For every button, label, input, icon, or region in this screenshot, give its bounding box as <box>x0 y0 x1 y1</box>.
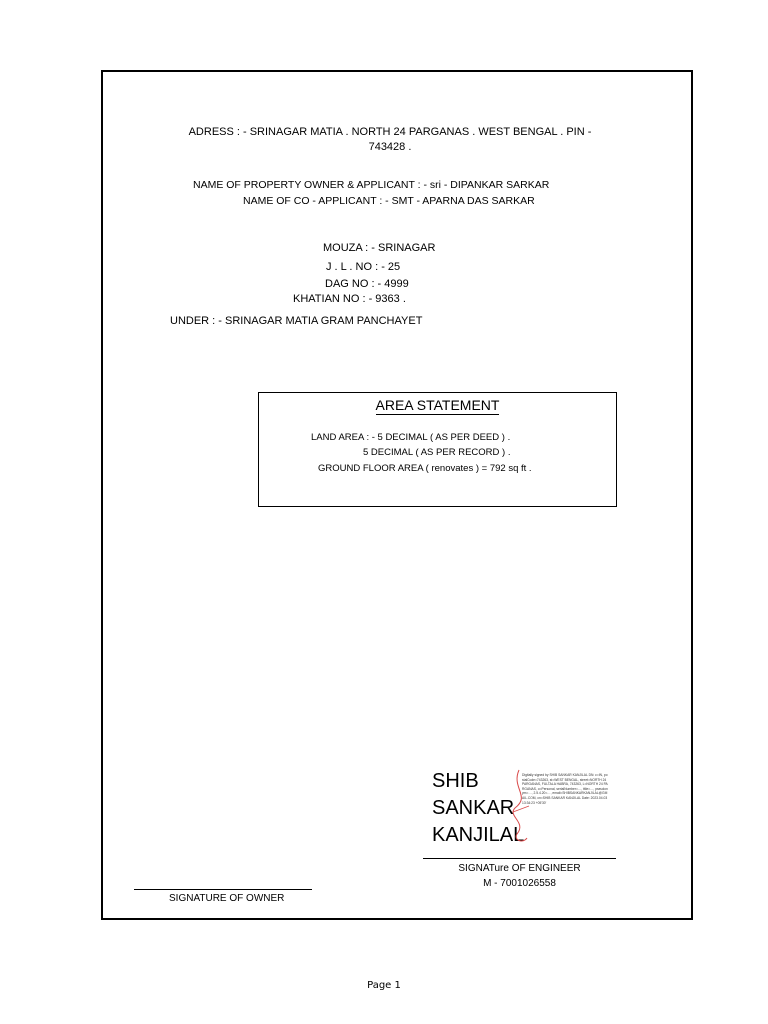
jl-no: J . L . NO : - 25 <box>326 261 401 273</box>
dag-no: DAG NO : - 4999 <box>325 278 409 290</box>
engineer-signature-line <box>423 858 616 859</box>
owner-signature-line <box>134 889 312 890</box>
khatian-no: KHATIAN NO : - 9363 . <box>293 293 406 305</box>
ground-floor-area: GROUND FLOOR AREA ( renovates ) = 792 sq ft . <box>318 463 532 474</box>
signature-name-line: SHIB <box>432 770 479 792</box>
address-pin: 743428 . <box>368 141 412 153</box>
digital-signature-stamp: Digitally signed by SHIB SANKAR KANJILAL DN: c=IN, postalCode=743263, st=WEST BENGAL, street=NORTH 24 PARGANAS, FULTALA HABRA, 743263, L=NORTH 24 PARGANAS, o=Personal, serialNumber=…, title=…, pseudonym=…, 2.5.4.20=…, email=SHIBSANKARKANJILAL@GMAIL.COM, cn=SHIB SANKAR KANJILAL Date: 2023.04.03 13:34:23 +05'30' <box>522 773 608 805</box>
mouza: MOUZA : - SRINAGAR <box>323 242 436 254</box>
owner-name: NAME OF PROPERTY OWNER & APPLICANT : - sri - DIPANKAR SARKAR <box>193 179 550 191</box>
co-applicant-name: NAME OF CO - APPLICANT : - SMT - APARNA DAS SARKAR <box>243 195 535 207</box>
land-area-record: 5 DECIMAL ( AS PER RECORD ) . <box>363 447 511 458</box>
signature-name-line: SANKAR <box>432 797 515 819</box>
land-area: LAND AREA : - 5 DECIMAL ( AS PER DEED ) . <box>311 432 511 443</box>
area-statement-title-text: AREA STATEMENT <box>375 397 500 413</box>
area-statement-box <box>258 392 617 507</box>
page-number: Page 1 <box>367 980 401 991</box>
engineer-signature-label: SIGNATure OF ENGINEER <box>458 863 581 874</box>
panchayet: UNDER : - SRINAGAR MATIA GRAM PANCHAYET <box>170 315 423 327</box>
owner-signature-label: SIGNATURE OF OWNER <box>169 893 285 904</box>
engineer-phone: M - 7001026558 <box>483 878 556 889</box>
signature-name-line: KANJILAL <box>432 824 525 846</box>
address-line: ADRESS : - SRINAGAR MATIA . NORTH 24 PARGANAS . WEST BENGAL . PIN - <box>188 126 592 138</box>
area-statement-title <box>259 396 616 414</box>
